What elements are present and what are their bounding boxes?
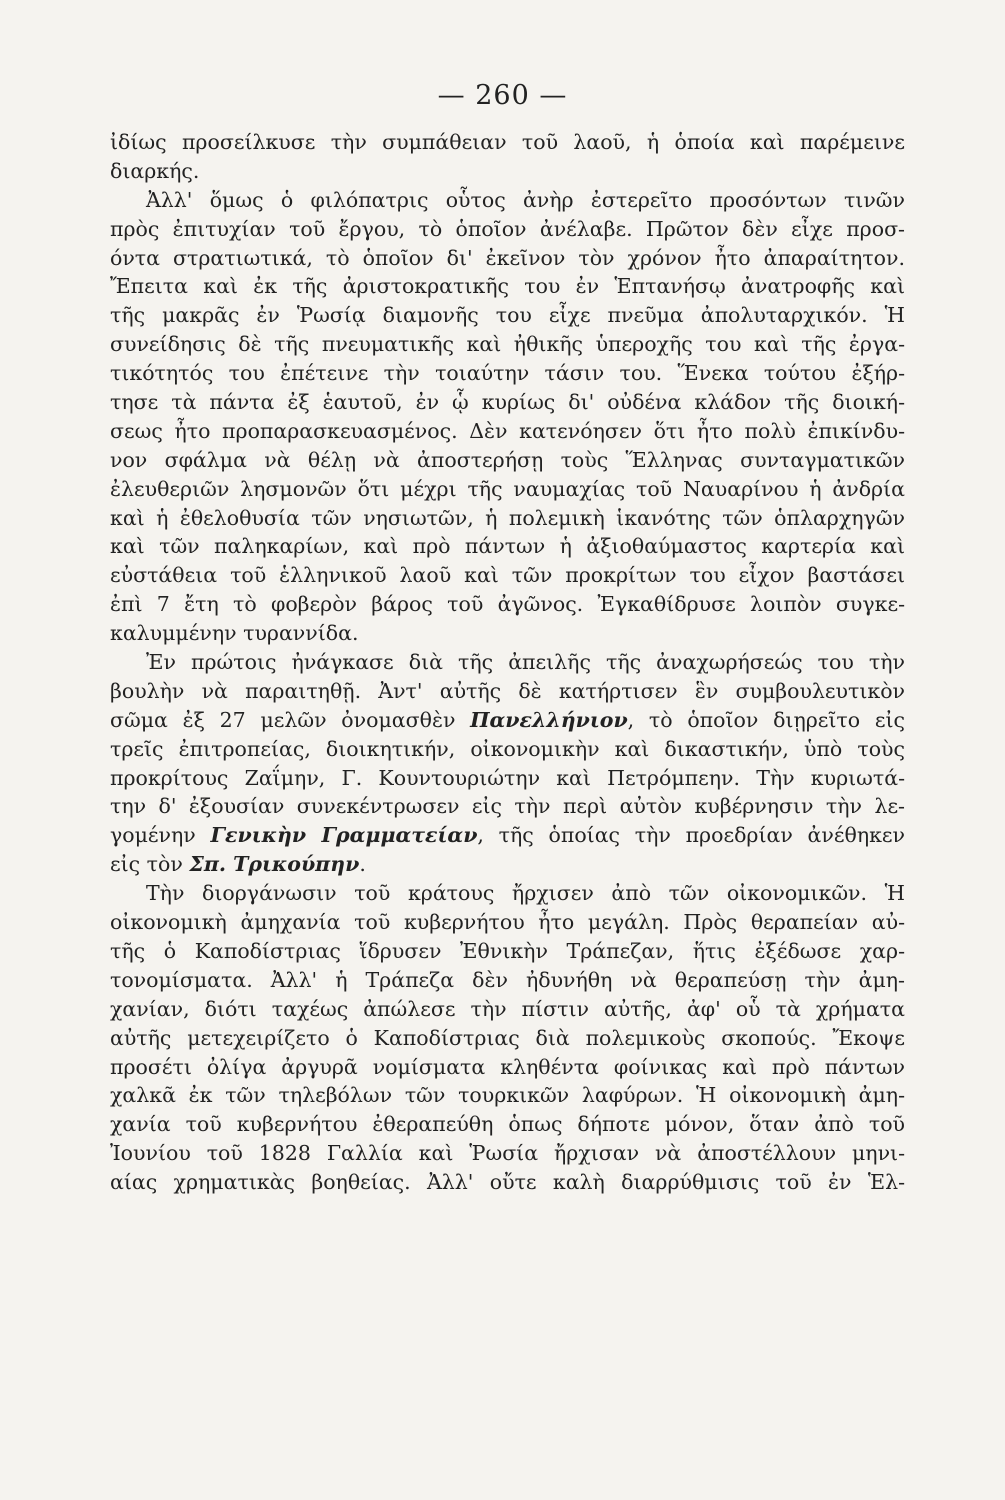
text-line: χανία τοῦ κυβερνήτου ἐθεραπεύθη ὁπως δήποτε μόνον, ὅταν ἀπὸ τοῦ (110, 1112, 905, 1137)
text-line: προσέτι ὀλίγα ἀργυρᾶ νομίσματα κληθέντα φοίνικας καὶ πρὸ πάντων (110, 1054, 905, 1079)
text-line: διαρκής. (110, 158, 200, 183)
text-line: καλυμμένην τυραννίδα. (110, 621, 359, 646)
text-line: τονομίσματα. Ἀλλ' ἡ Τράπεζα δὲν ἠδυνήθη νὰ θεραπεύσῃ τὴν ἀμη- (110, 967, 905, 992)
text-line: ἐλευθεριῶν λησμονῶν ὅτι μέχρι τῆς ναυμαχίας τοῦ Ναυαρίνου ἡ ἀνδρία (110, 476, 905, 501)
emphasized-term: Σπ. Τρικούπην (189, 852, 360, 877)
text-line: Ἀλλ' ὅμως ὁ φιλόπατρις οὗτος ἀνὴρ ἐστερεῖτο προσόντων τινῶν (146, 187, 905, 212)
text-line: αίας χρηματικὰς βοηθείας. Ἀλλ' οὔτε καλὴ διαρρύθμισις τοῦ ἐν Ἑλ- (110, 1170, 905, 1195)
text-line: τρεῖς ἐπιτροπείας, διοικητικήν, οἰκονομικὴν καὶ δικαστικήν, ὑπὸ τοὺς (110, 736, 905, 761)
text-line-with-emphasis (110, 821, 905, 850)
text-line: τῆς μακρᾶς ἐν Ῥωσίᾳ διαμονῆς του εἶχε πνεῦμα ἀπολυταρχικόν. Ἡ (110, 303, 905, 328)
text-line: καὶ τῶν παληκαρίων, καὶ πρὸ πάντων ἡ ἀξιοθαύμαστος καρτερία καὶ (110, 534, 905, 559)
text-segment: σῶμα ἐξ 27 μελῶν ὀνομασθὲν (110, 707, 471, 732)
text-line: Ἐν πρώτοις ἠνάγκασε διὰ τῆς ἀπειλῆς τῆς ἀναχωρήσεώς του τὴν (146, 650, 905, 675)
text-segment: . (359, 852, 366, 877)
text-line-with-emphasis (110, 850, 905, 879)
text-line: χανίαν, διότι ταχέως ἀπώλεσε τὴν πίστιν αὐτῆς, ἀφ' οὗ τὰ χρήματα (110, 996, 905, 1021)
text-line: σεως ἦτο προπαρασκευασμένος. Δὲν κατενόησεν ὅτι ἦτο πολὺ ἐπικίνδυ- (110, 418, 905, 443)
text-line: τικότητός του ἐπέτεινε τὴν τοιαύτην τάσιν του. Ἕνεκα τούτου ἐξήρ- (110, 361, 905, 386)
text-segment: , τὸ ὁποῖον διῃρεῖτο εἰς (627, 707, 905, 732)
text-line: ἐπὶ 7 ἔτη τὸ φοβερὸν βάρος τοῦ ἀγῶνος. Ἐγκαθίδρυσε λοιπὸν συγκε- (110, 592, 905, 617)
text-line: τησε τὰ πάντα ἐξ ἑαυτοῦ, ἐν ᾧ κυρίως δι' οὐδένα κλάδον τῆς διοική- (110, 390, 905, 415)
emphasized-term: Γενικὴν Γραμματείαν (210, 823, 478, 848)
page-number: — 260 — (437, 80, 568, 111)
text-line: βουλὴν νὰ παραιτηθῇ. Ἀντ' αὐτῆς δὲ κατήρτισεν ἓν συμβουλευτικὸν (110, 678, 905, 703)
text-line: προκρίτους Ζαΐμην, Γ. Κουντουριώτην καὶ Πετρόμπεην. Τὴν κυριωτά- (110, 765, 905, 790)
text-line: καὶ ἡ ἐθελοθυσία τῶν νησιωτῶν, ἡ πολεμικὴ ἱκανότης τῶν ὁπλαρχηγῶν (110, 505, 905, 530)
text-line: εὐστάθεια τοῦ ἑλληνικοῦ λαοῦ καὶ τῶν προκρίτων του εἶχον βαστάσει (110, 563, 905, 588)
text-line: Ἔπειτα καὶ ἐκ τῆς ἀριστοκρατικῆς του ἐν Ἑπτανήσῳ ἀνατροφῆς καὶ (110, 274, 905, 299)
text-line: ἰδίως προσείλκυσε τὴν συμπάθειαν τοῦ λαοῦ, ἡ ὁποία καὶ παρέμεινε (110, 130, 905, 154)
emphasized-term: Πανελλήνιον (470, 707, 628, 732)
text-line: οἰκονομικὴ ἀμηχανία τοῦ κυβερνήτου ἦτο μεγάλη. Πρὸς θεραπείαν αὐ- (110, 910, 905, 935)
text-segment: , τῆς ὁποίας τὴν προεδρίαν ἀνέθηκεν (477, 823, 905, 848)
text-line: Τὴν διοργάνωσιν τοῦ κράτους ἤρχισεν ἀπὸ τῶν οἰκονομικῶν. Ἡ (146, 881, 905, 906)
text-line: χαλκᾶ ἐκ τῶν τηλεβόλων τῶν τουρκικῶν λαφύρων. Ἡ οἰκονομικὴ ἀμη- (110, 1083, 905, 1108)
text-segment: εἰς τὸν (110, 852, 190, 877)
body-text (110, 128, 905, 1197)
text-line: την δ' ἐξουσίαν συνεκέντρωσεν εἰς τὴν περὶ αὐτὸν κυβέρνησιν τὴν λε- (110, 794, 905, 819)
text-line: νον σφάλμα νὰ θέλῃ νὰ ἀποστερήσῃ τοὺς Ἕλληνας συνταγματικῶν (110, 447, 905, 472)
text-line: όντα στρατιωτικά, τὸ ὁποῖον δι' ἐκεῖνον τὸν χρόνον ἦτο ἀπαραίτητον. (110, 245, 905, 270)
text-line: πρὸς ἐπιτυχίαν τοῦ ἔργου, τὸ ὁποῖον ἀνέλαβε. Πρῶτον δὲν εἶχε προσ- (110, 216, 905, 241)
text-line: τῆς ὁ Καποδίστριας ἵδρυσεν Ἐθνικὴν Τράπεζαν, ἥτις ἐξέδωσε χαρ- (110, 938, 905, 963)
text-line: συνείδησις δὲ τῆς πνευματικῆς καὶ ἠθικῆς ὑπεροχῆς του καὶ τῆς ἐργα- (110, 332, 905, 357)
text-segment: γομένην (110, 823, 211, 848)
text-line-with-emphasis (110, 706, 905, 735)
text-line: αὐτῆς μετεχειρίζετο ὁ Καποδίστριας διὰ πολεμικοὺς σκοπούς. Ἔκοψε (110, 1025, 905, 1050)
text-line: Ἰουνίου τοῦ 1828 Γαλλία καὶ Ῥωσία ἤρχισαν νὰ ἀποστέλλουν μηνι- (110, 1141, 905, 1166)
